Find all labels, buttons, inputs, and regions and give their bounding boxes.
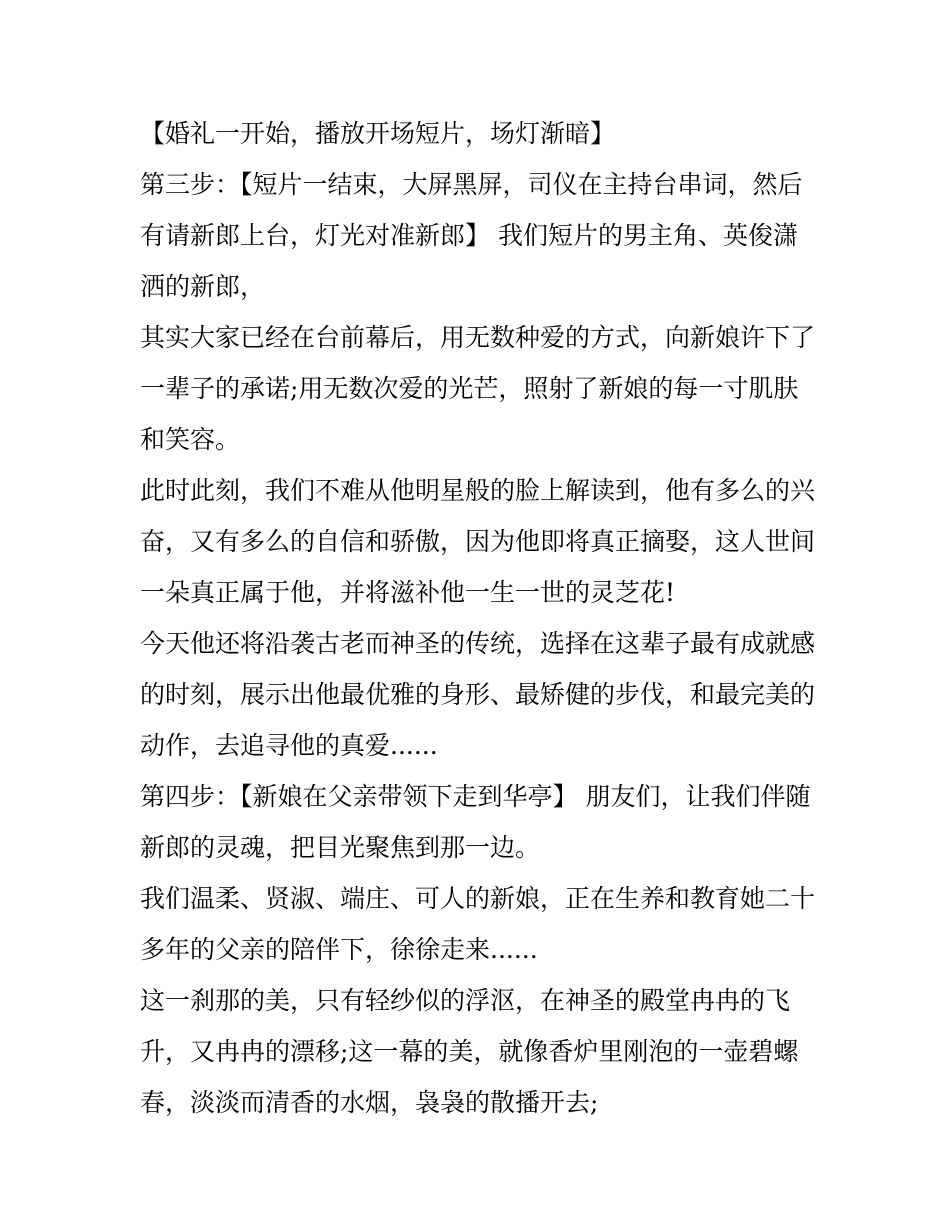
paragraph-step-three: 第三步：【短片一结束，大屏黑屏，司仪在主持台串词，然后有请新郎上台，灯光对准新郎】 我们短片的男主角、英俊潇洒的新郎， — [140, 170, 803, 301]
paragraph-step-four: 第四步：【新娘在父亲带领下走到华亭】 朋友们，让我们伴随新郎的灵魂，把目光聚焦到那一边。 — [140, 782, 811, 862]
paragraph-promise: 其实大家已经在台前幕后，用无数种爱的方式，向新娘许下了一辈子的承诺;用无数次爱的光芒，照射了新娘的每一寸肌肤和笑容。 — [140, 323, 816, 454]
paragraph-this-moment: 此时此刻，我们不难从他明星般的脸上解读到，他有多么的兴奋，又有多么的自信和骄傲，因为他即将真正摘娶，这人世间一朵真正属于他，并将滋补他一生一世的灵芝花! — [140, 476, 816, 607]
document-body — [140, 108, 820, 1128]
paragraph-tradition: 今天他还将沿袭古老而神圣的传统，选择在这辈子最有成就感的时刻，展示出他最优雅的身形、最矫健的步伐，和最完美的动作，去追寻他的真爱...... — [140, 629, 816, 760]
paragraph-bride-arrives: 我们温柔、贤淑、端庄、可人的新娘，正在生养和教育她二十多年的父亲的陪伴下，徐徐走来...... — [140, 884, 816, 964]
paragraph-opening-scene: 【婚礼一开始，播放开场短片，场灯渐暗】 — [140, 119, 616, 148]
paragraph-beauty: 这一刹那的美，只有轻纱似的浮沤，在神圣的殿堂冉冉的飞升，又冉冉的漂移;这一幕的美，就像香炉里刚泡的一壶碧螺春，淡淡而清香的水烟，袅袅的散播开去; — [140, 986, 799, 1117]
